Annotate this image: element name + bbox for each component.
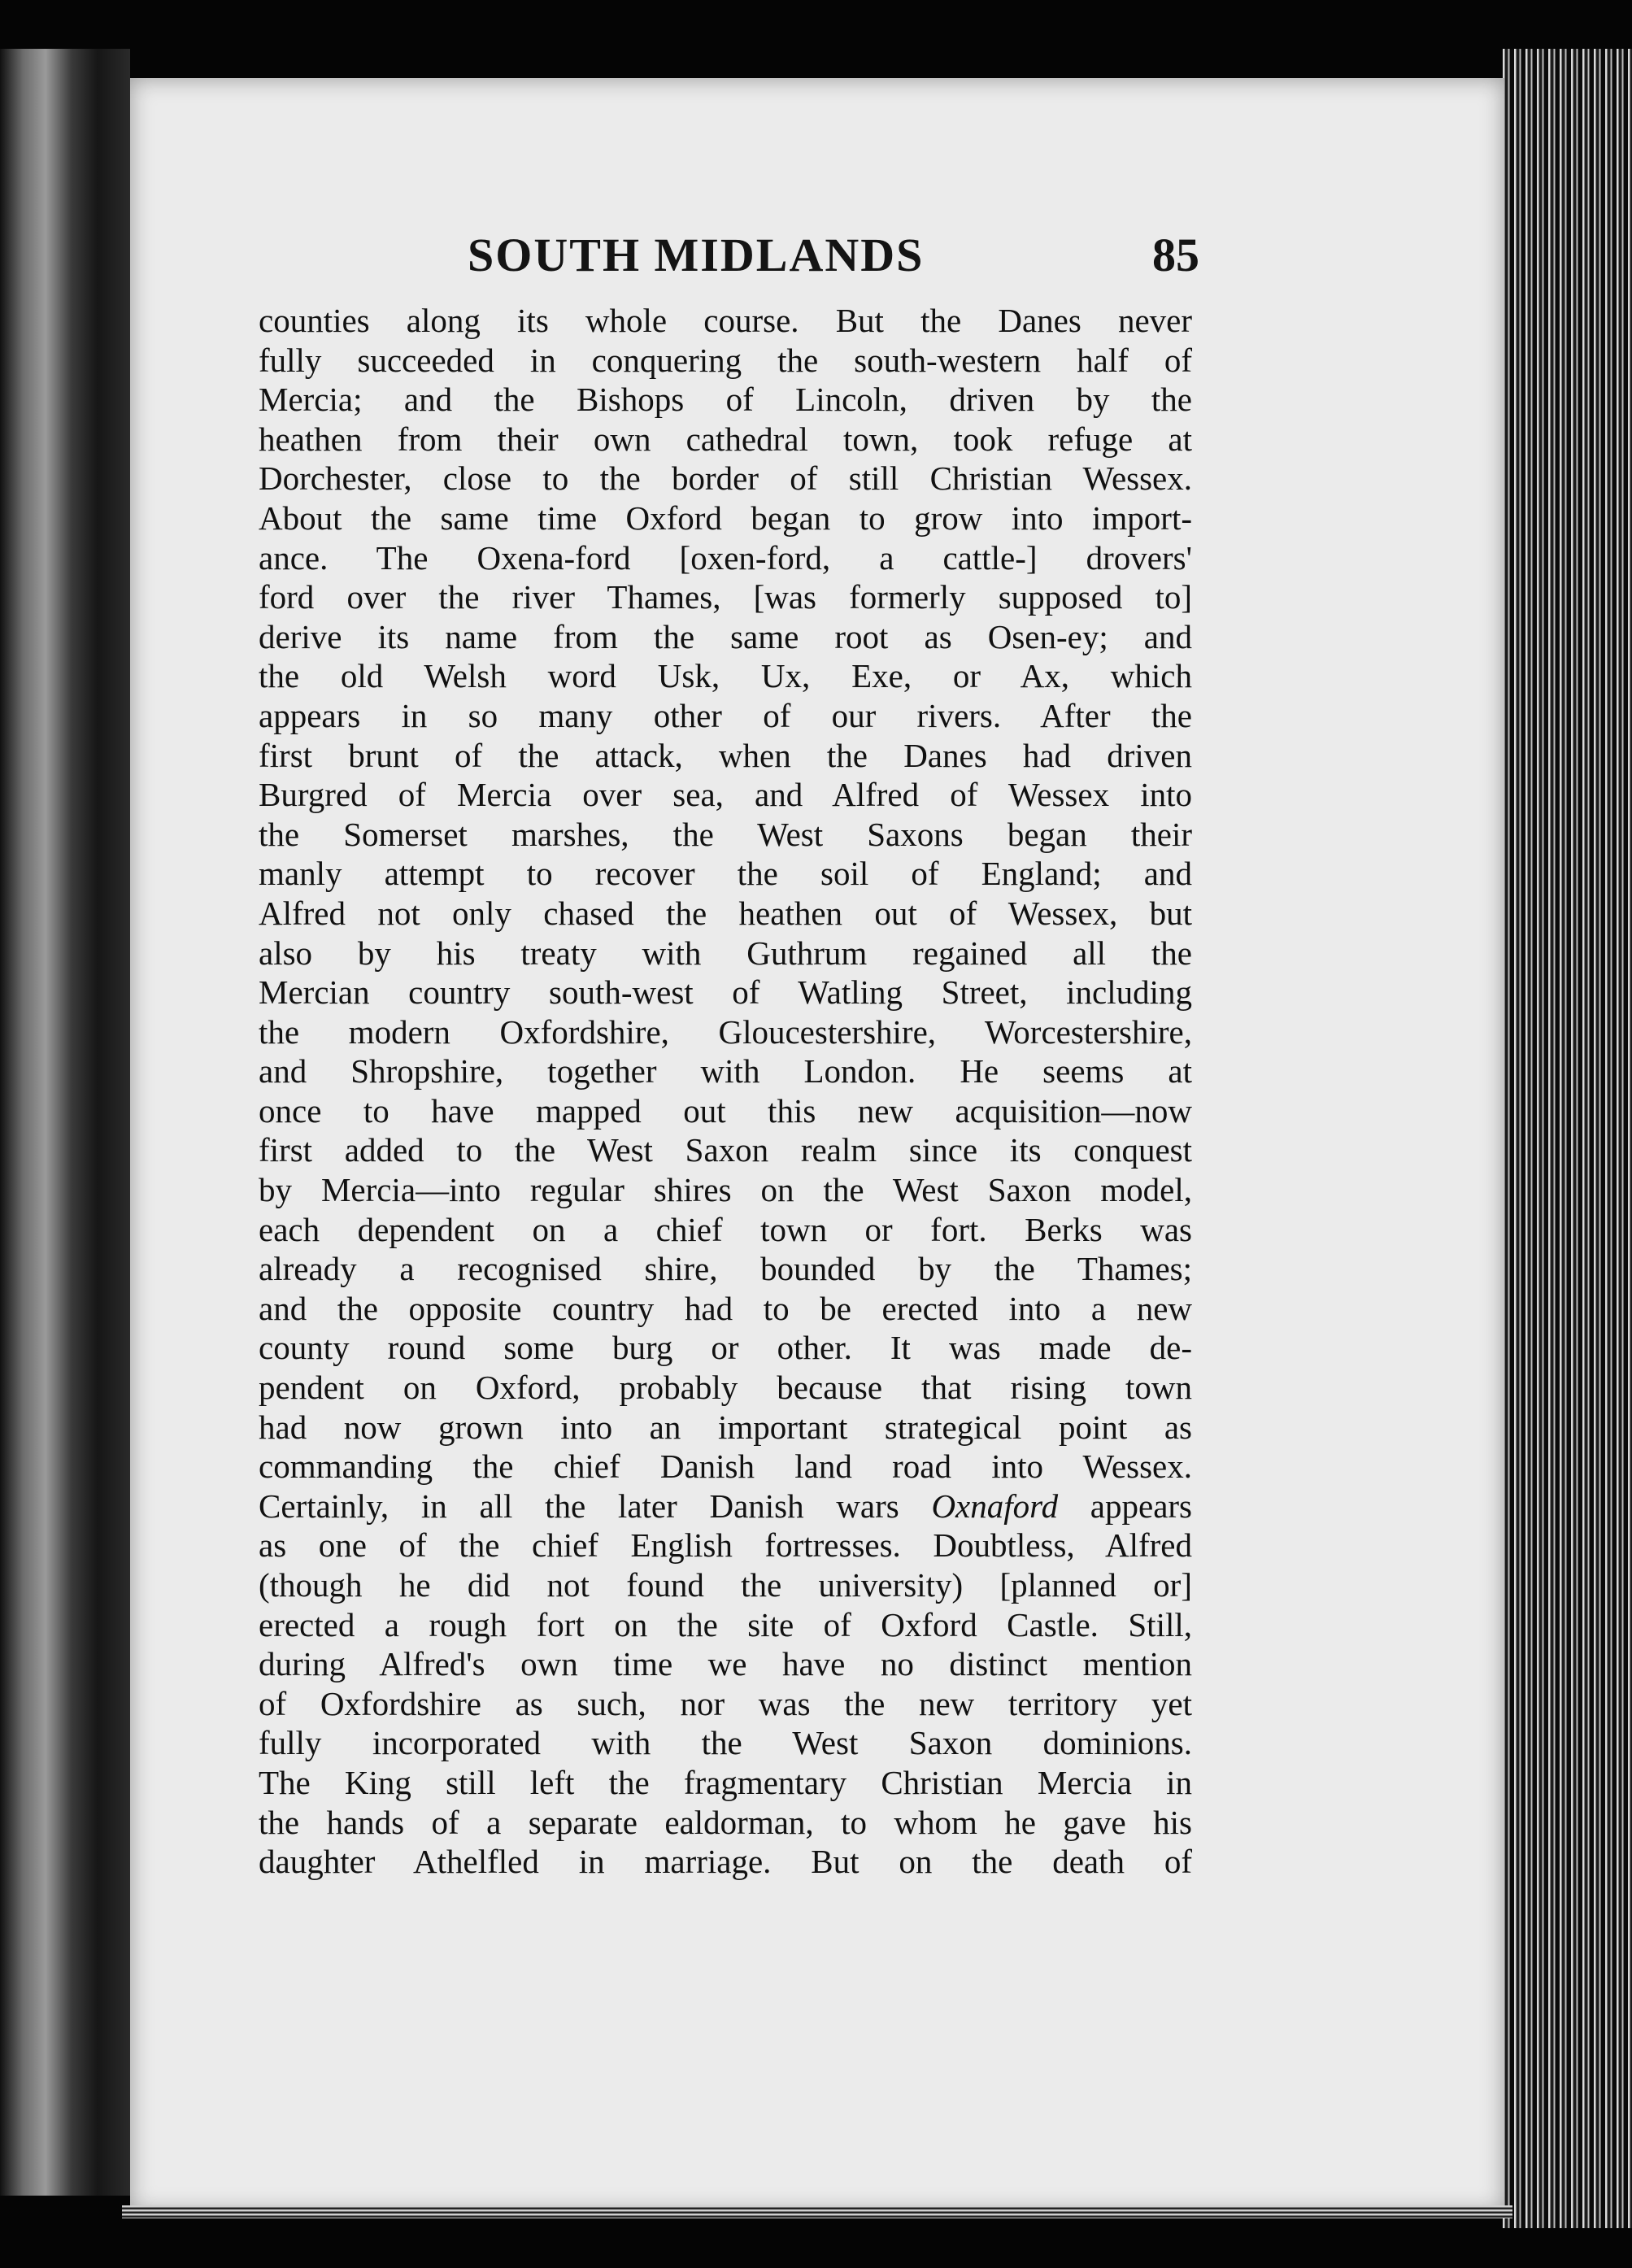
page-edges-right	[1503, 49, 1632, 2228]
text-line: and the opposite country had to be erected into a new	[259, 1289, 1192, 1327]
text-line: erected a rough fort on the site of Oxford Castle. Still,	[259, 1605, 1192, 1643]
text-line: The King still left the fragmentary Christian Mercia in	[259, 1763, 1192, 1801]
text-line: About the same time Oxford began to grow into import-	[259, 498, 1192, 537]
text-line: Mercian country south-west of Watling Street, including	[259, 973, 1192, 1012]
text-line: Dorchester, close to the border of still Christian Wessex.	[259, 459, 1192, 498]
text-line: first added to the West Saxon realm since its conquest	[259, 1131, 1192, 1169]
text-line: the hands of a separate ealdorman, to whom he gave his	[259, 1803, 1192, 1841]
text-line: as one of the chief English fortresses. Doubtless, Alfred	[259, 1526, 1192, 1565]
text-line: Burgred of Mercia over sea, and Alfred of Wessex into	[259, 776, 1192, 814]
text-line: and Shropshire, together with London. He seems at	[259, 1052, 1192, 1090]
text-line: Alfred not only chased the heathen out of Wessex, but	[259, 894, 1192, 932]
text-line: pendent on Oxford, probably because that rising town	[259, 1369, 1192, 1407]
text-line: derive its name from the same root as Osen-ey; and	[259, 617, 1192, 655]
page-edges-bottom	[122, 2205, 1512, 2218]
text-line: manly attempt to recover the soil of England; and	[259, 855, 1192, 893]
text-line: fully succeeded in conquering the south-western half of	[259, 341, 1192, 379]
text-line: the old Welsh word Usk, Ux, Exe, or Ax, which	[259, 657, 1192, 695]
text-line: fully incorporated with the West Saxon dominions.	[259, 1724, 1192, 1762]
text-line: (though he did not found the university) [planned or]	[259, 1566, 1192, 1604]
text-line: each dependent on a chief town or fort. Berks was	[259, 1210, 1192, 1248]
text-line: Mercia; and the Bishops of Lincoln, driven by the	[259, 381, 1192, 419]
text-line: once to have mapped out this new acquisition—now	[259, 1091, 1192, 1130]
italic-place-name: Oxnaford	[931, 1487, 1059, 1525]
text-line: ance. The Oxena-ford [oxen-ford, a cattle-] drovers'	[259, 538, 1192, 577]
text-line: Certainly, in all the later Danish wars Oxnaford appears	[259, 1487, 1192, 1525]
body-text	[259, 301, 1192, 1882]
text-line: the modern Oxfordshire, Gloucestershire, Worcestershire,	[259, 1012, 1192, 1051]
text-line: county round some burg or other. It was made de-	[259, 1329, 1192, 1367]
text-line: during Alfred's own time we have no distinct mention	[259, 1645, 1192, 1683]
text-line: heathen from their own cathedral town, took refuge at	[259, 420, 1192, 458]
book-binding-left	[0, 49, 130, 2196]
running-title: SOUTH MIDLANDS	[468, 229, 925, 281]
text-line: already a recognised shire, bounded by the Thames;	[259, 1250, 1192, 1288]
text-line: appears in so many other of our rivers. After the	[259, 696, 1192, 734]
text-line: by Mercia—into regular shires on the West Saxon model,	[259, 1171, 1192, 1209]
page-number: 85	[1152, 229, 1199, 281]
running-header	[468, 228, 1199, 301]
text-line: daughter Athelfled in marriage. But on the death of	[259, 1843, 1192, 1881]
text-line: counties along its whole course. But the Danes never	[259, 302, 1192, 339]
text-line: commanding the chief Danish land road into Wessex.	[259, 1447, 1192, 1486]
text-line: had now grown into an important strategical point as	[259, 1408, 1192, 1446]
text-line: first brunt of the attack, when the Danes had driven	[259, 736, 1192, 774]
text-line: of Oxfordshire as such, nor was the new territory yet	[259, 1684, 1192, 1722]
text-line: the Somerset marshes, the West Saxons began their	[259, 815, 1192, 853]
text-line: ford over the river Thames, [was formerly supposed to]	[259, 578, 1192, 616]
text-line: also by his treaty with Guthrum regained all the	[259, 934, 1192, 972]
